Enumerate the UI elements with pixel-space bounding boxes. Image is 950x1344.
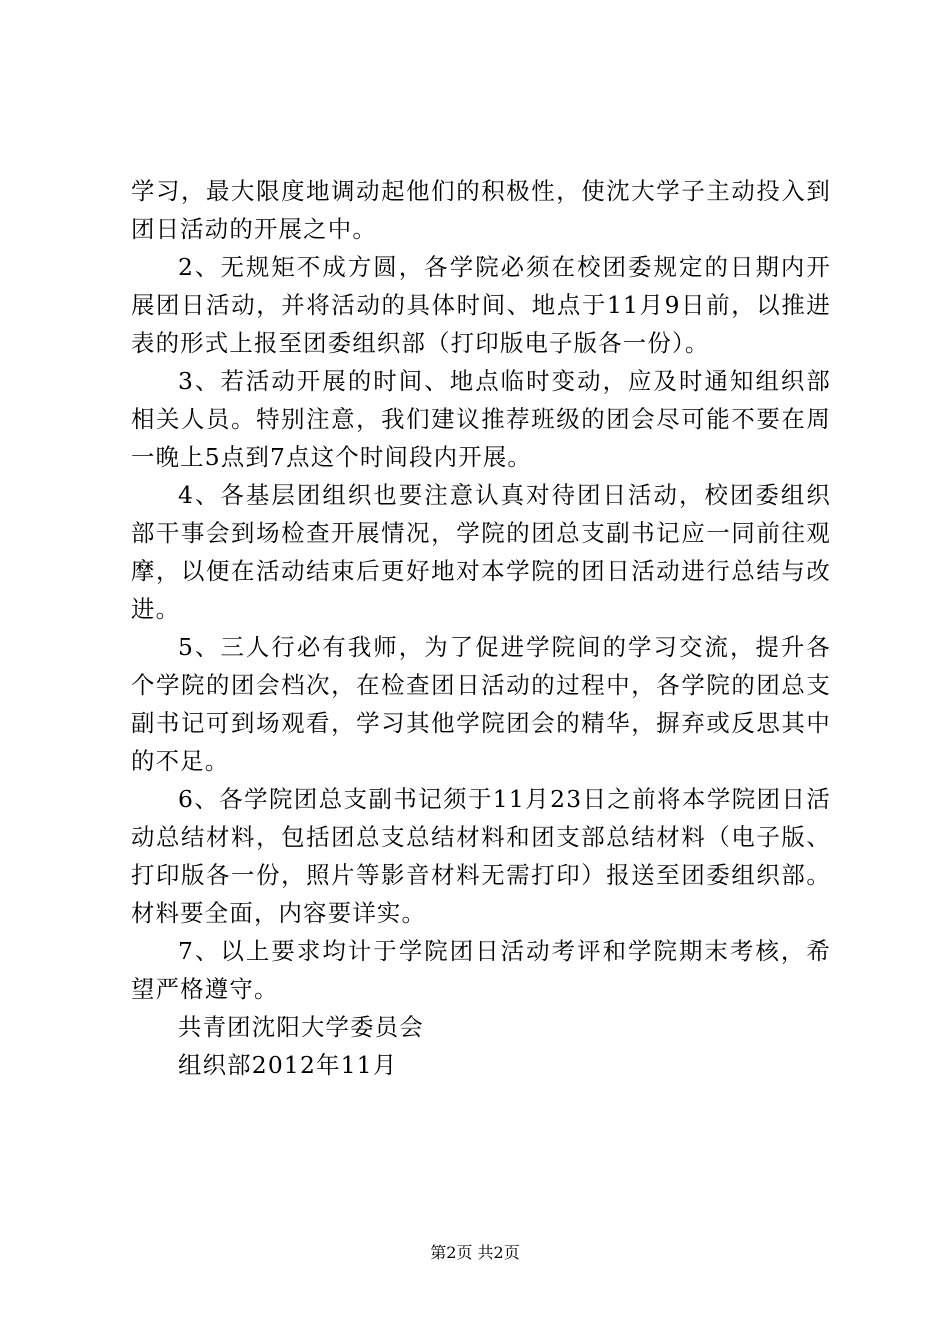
paragraph-item-5: 5、三人行必有我师，为了促进学院间的学习交流，提升各个学院的团会档次，在检查团日活动的过程中，各学院的团总支副书记可到场观看，学习其他学院团会的精华，摒弃或反思其中的不足。 [131, 633, 831, 775]
paragraph-item-2: 2、无规矩不成方圆，各学院必须在校团委规定的日期内开展团日活动，并将活动的具体时间、地点于11月9日前，以推进表的形式上报至团委组织部（打印版电子版各一份）。 [131, 253, 831, 357]
paragraph-continuation: 学习，最大限度地调动起他们的积极性，使沈大学子主动投入到团日活动的开展之中。 [131, 177, 831, 243]
document-body [131, 172, 831, 1084]
paragraph-item-7: 7、以上要求均计于学院团日活动考评和学院期末考核，希望严格遵守。 [131, 937, 831, 1003]
page-footer: 第2页 共2页 [430, 1243, 520, 1262]
paragraph-item-3: 3、若活动开展的时间、地点临时变动，应及时通知组织部相关人员。特别注意，我们建议推荐班级的团会尽可能不要在周一晚上5点到7点这个时间段内开展。 [131, 367, 831, 471]
paragraph-item-4: 4、各基层团组织也要注意认真对待团日活动，校团委组织部干事会到场检查开展情况，学院的团总支副书记应一同前往观摩，以便在活动结束后更好地对本学院的团日活动进行总结与改进。 [131, 481, 831, 623]
paragraph-item-6: 6、各学院团总支副书记须于11月23日之前将本学院团日活动总结材料，包括团总支总结材料和团支部总结材料（电子版、打印版各一份，照片等影音材料无需打印）报送至团委组织部。材料要全面，内容要详实。 [131, 785, 831, 927]
signature-department-date: 组织部2012年11月 [178, 1051, 398, 1079]
signature-organization: 共青团沈阳大学委员会 [178, 1013, 424, 1041]
